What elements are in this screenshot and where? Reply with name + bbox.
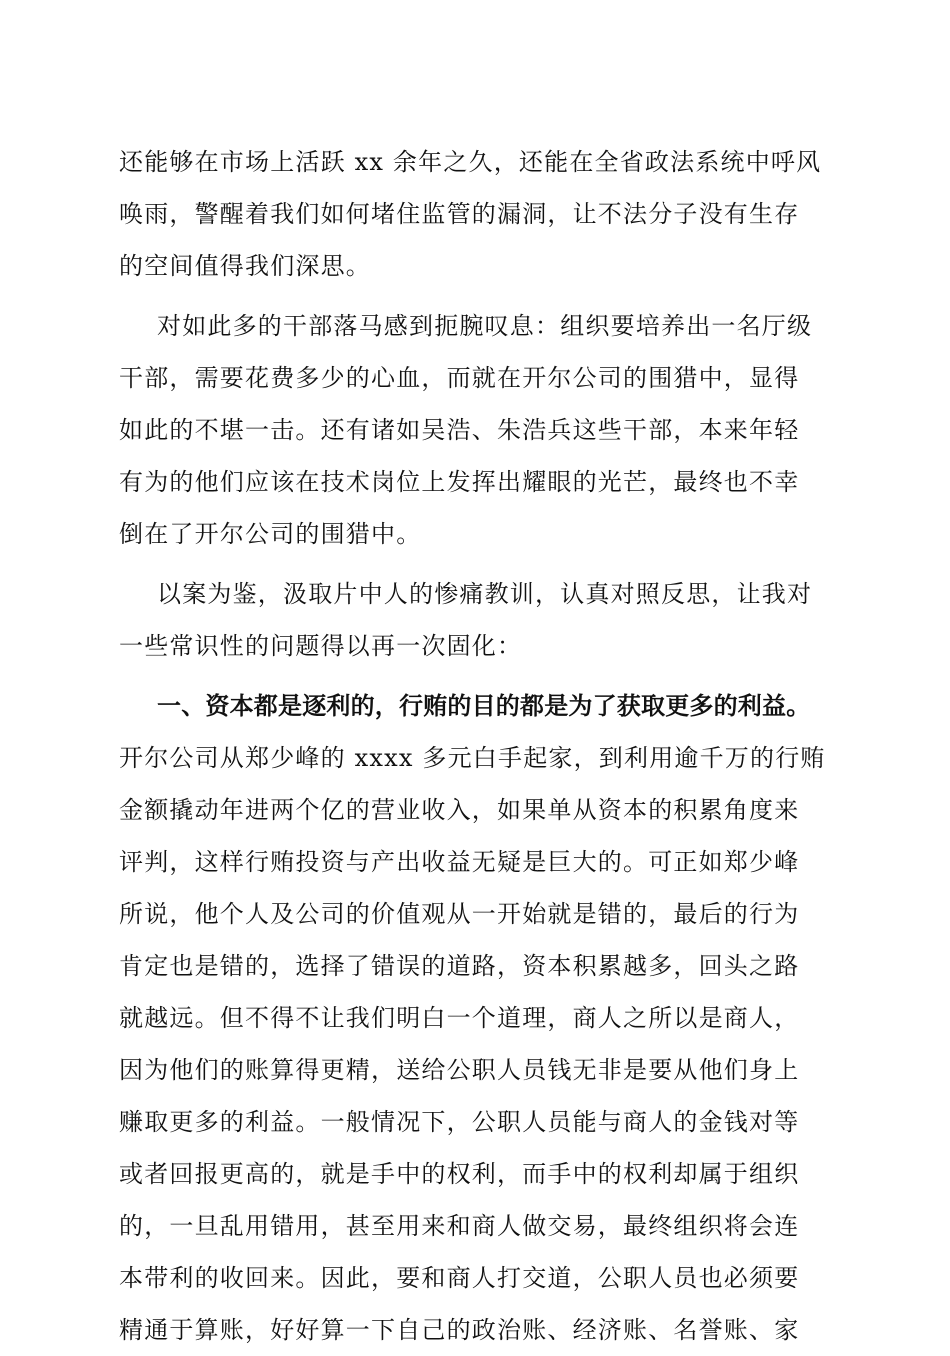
text-line: 赚取更多的利益。一般情况下，公职人员能与商人的金钱对等: [119, 1108, 800, 1136]
text-line: 如此的不堪一击。还有诸如吴浩、朱浩兵这些干部，本来年轻: [119, 416, 800, 444]
section-heading: 一、资本都是逐利的，行贿的目的都是为了获取更多的利益。: [157, 692, 811, 720]
text-line: 或者回报更高的，就是手中的权利，而手中的权利却属于组织: [119, 1160, 800, 1188]
paragraph-gap: [119, 292, 839, 300]
section-1: [119, 680, 839, 1356]
text-line: 干部，需要花费多少的心血，而就在开尔公司的围猎中，显得: [119, 364, 800, 392]
paragraph-1: [119, 136, 839, 292]
paragraph-3: [119, 568, 839, 672]
text-line: 的空间值得我们深思。: [119, 252, 371, 280]
text-line: 因为他们的账算得更精，送给公职人员钱无非是要从他们身上: [119, 1056, 800, 1084]
text-line: 所说，他个人及公司的价值观从一开始就是错的，最后的行为: [119, 900, 800, 928]
text-line: 对如此多的干部落马感到扼腕叹息：组织要培养出一名厅级: [157, 312, 813, 340]
text-line: 唤雨，警醒着我们如何堵住监管的漏洞，让不法分子没有生存: [119, 200, 800, 228]
text-line: 开尔公司从郑少峰的 xxxx 多元白手起家，到利用逾千万的行贿: [119, 744, 826, 772]
text-line: 以案为鉴，汲取片中人的惨痛教训，认真对照反思，让我对: [157, 580, 813, 608]
document-body: [119, 136, 839, 1356]
text-line: 本带利的收回来。因此，要和商人打交道，公职人员也必须要: [119, 1264, 800, 1292]
text-line: 肯定也是错的，选择了错误的道路，资本积累越多，回头之路: [119, 952, 800, 980]
text-line: 精通于算账，好好算一下自己的政治账、经济账、名誉账、家: [119, 1316, 800, 1344]
text-line: 的，一旦乱用错用，甚至用来和商人做交易，最终组织将会连: [119, 1212, 800, 1240]
paragraph-gap: [119, 672, 839, 680]
text-line: 一些常识性的问题得以再一次固化：: [119, 632, 523, 660]
paragraph-gap: [119, 560, 839, 568]
paragraph-2: [119, 300, 839, 560]
text-line: 就越远。但不得不让我们明白一个道理，商人之所以是商人，: [119, 1004, 800, 1032]
text-line: 还能够在市场上活跃 xx 余年之久，还能在全省政法系统中呼风: [119, 148, 822, 176]
text-line: 倒在了开尔公司的围猎中。: [119, 520, 422, 548]
text-line: 金额撬动年进两个亿的营业收入，如果单从资本的积累角度来: [119, 796, 800, 824]
text-line: 有为的他们应该在技术岗位上发挥出耀眼的光芒，最终也不幸: [119, 468, 800, 496]
text-line: 评判，这样行贿投资与产出收益无疑是巨大的。可正如郑少峰: [119, 848, 800, 876]
